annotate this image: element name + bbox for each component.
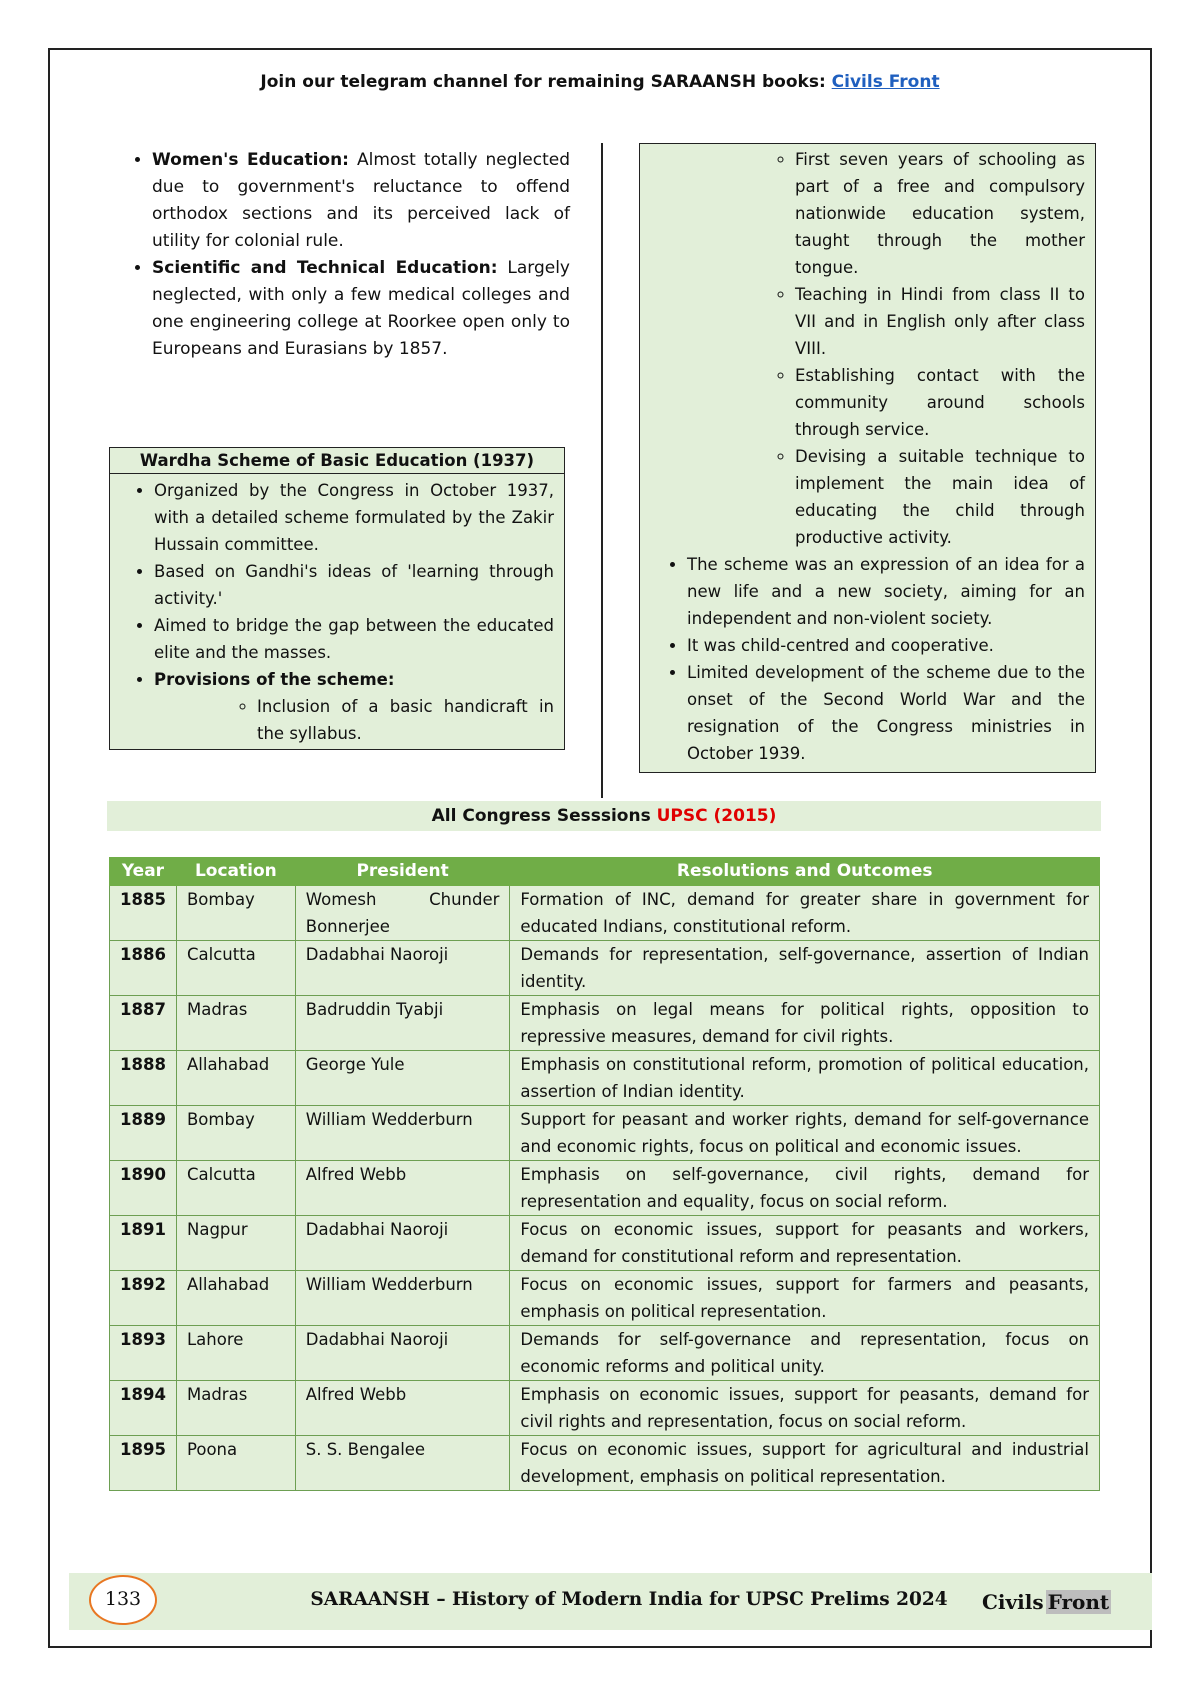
cell-year: 1889 — [110, 1106, 177, 1161]
table-row — [110, 1216, 1100, 1271]
scheme-notes-list — [640, 551, 1095, 767]
cell-president: Dadabhai Naoroji — [295, 941, 510, 996]
wardha-list — [110, 474, 564, 747]
page-number: 133 — [89, 1575, 157, 1625]
cell-year: 1888 — [110, 1051, 177, 1106]
cell-year: 1894 — [110, 1381, 177, 1436]
list-item — [154, 666, 554, 747]
table-row — [110, 1326, 1100, 1381]
cell-year: 1895 — [110, 1436, 177, 1491]
cell-president: George Yule — [295, 1051, 510, 1106]
wardha-continued-box — [639, 143, 1096, 773]
list-item: ◦ First seven years of schooling as part of a free and compulsory nationwide education system, taught through the mother tongue. — [795, 146, 1085, 281]
table-header-row — [110, 858, 1100, 886]
list-item: ◦ Inclusion of a basic handicraft in the syllabus. — [257, 693, 554, 747]
cell-resolutions: Demands for self-governance and representation, focus on economic reforms and political unity. — [510, 1326, 1100, 1381]
cell-location: Allahabad — [176, 1271, 295, 1326]
wardha-title: Wardha Scheme of Basic Education (1937) — [110, 448, 564, 474]
cell-location: Bombay — [176, 886, 295, 941]
sessions-title — [107, 801, 1101, 831]
civils-front-logo — [982, 1587, 1112, 1617]
page-footer — [69, 1573, 1152, 1630]
cell-location: Lahore — [176, 1326, 295, 1381]
table-row — [110, 1051, 1100, 1106]
table-row — [110, 886, 1100, 941]
cell-president: Womesh Chunder Bonnerjee — [295, 886, 510, 941]
wardha-box — [109, 447, 565, 750]
cell-president: William Wedderburn — [295, 1271, 510, 1326]
table-row — [110, 1106, 1100, 1161]
list-item — [152, 255, 570, 363]
education-bullets — [130, 147, 570, 363]
provisions-label: Provisions of the scheme: — [154, 670, 395, 689]
left-column — [130, 147, 570, 363]
cell-president: Badruddin Tyabji — [295, 996, 510, 1051]
list-item: ◦ Devising a suitable technique to implement the main idea of educating the child through productive activity. — [795, 443, 1085, 551]
column-divider — [601, 143, 603, 798]
cell-location: Calcutta — [176, 1161, 295, 1216]
table-row — [110, 941, 1100, 996]
cell-president: Dadabhai Naoroji — [295, 1326, 510, 1381]
congress-sessions-table — [109, 857, 1100, 1491]
cell-year: 1887 — [110, 996, 177, 1051]
cell-location: Madras — [176, 1381, 295, 1436]
cell-location: Madras — [176, 996, 295, 1051]
list-item — [152, 147, 570, 255]
logo-word: Civils — [982, 1590, 1044, 1614]
cell-resolutions: Emphasis on economic issues, support for peasants, demand for civil rights and representation, focus on social reform. — [510, 1381, 1100, 1436]
footer-title: SARAANSH – History of Modern India for UPSC Prelims 2024 — [310, 1589, 948, 1610]
cell-president: Alfred Webb — [295, 1381, 510, 1436]
cell-location: Nagpur — [176, 1216, 295, 1271]
list-item: • The scheme was an expression of an idea for a new life and a new society, aiming for an independent and non-violent society. — [687, 551, 1085, 632]
list-item: • Aimed to bridge the gap between the educated elite and the masses. — [154, 612, 554, 666]
cell-president: William Wedderburn — [295, 1106, 510, 1161]
cell-president: S. S. Bengalee — [295, 1436, 510, 1491]
table-row — [110, 1381, 1100, 1436]
cell-president: Dadabhai Naoroji — [295, 1216, 510, 1271]
cell-resolutions: Support for peasant and worker rights, demand for self-governance and economic rights, focus on political and economic issues. — [510, 1106, 1100, 1161]
header-text: Join our telegram channel for remaining SARAANSH books: — [260, 72, 832, 92]
provisions-sublist — [640, 144, 1095, 551]
bullet-text: Almost totally neglected due to government's reluctance to offend orthodox sections and its perceived lack of utility for colonial rule. — [152, 150, 570, 251]
cell-location: Allahabad — [176, 1051, 295, 1106]
cell-year: 1886 — [110, 941, 177, 996]
column-header-resolutions: Resolutions and Outcomes — [510, 858, 1100, 886]
cell-year: 1885 — [110, 886, 177, 941]
list-item: ◦ Teaching in Hindi from class II to VII and in English only after class VIII. — [795, 281, 1085, 362]
cell-resolutions: Focus on economic issues, support for farmers and peasants, emphasis on political representation. — [510, 1271, 1100, 1326]
cell-year: 1891 — [110, 1216, 177, 1271]
cell-year: 1892 — [110, 1271, 177, 1326]
table-row — [110, 1271, 1100, 1326]
cell-year: 1890 — [110, 1161, 177, 1216]
sessions-title-text: All Congress Sesssions — [431, 806, 657, 826]
cell-resolutions: Focus on economic issues, support for peasants and workers, demand for constitutional reform and representation. — [510, 1216, 1100, 1271]
cell-location: Bombay — [176, 1106, 295, 1161]
telegram-header — [48, 72, 1152, 92]
cell-location: Calcutta — [176, 941, 295, 996]
cell-resolutions: Emphasis on constitutional reform, promotion of political education, assertion of Indian identity. — [510, 1051, 1100, 1106]
cell-resolutions: Emphasis on self-governance, civil rights, demand for representation and equality, focus on social reform. — [510, 1161, 1100, 1216]
list-item: • Based on Gandhi's ideas of 'learning through activity.' — [154, 558, 554, 612]
column-header-location: Location — [176, 858, 295, 886]
column-header-year: Year — [110, 858, 177, 886]
list-item: • It was child-centred and cooperative. — [687, 632, 1085, 659]
cell-resolutions: Formation of INC, demand for greater share in government for educated Indians, constitutional reform. — [510, 886, 1100, 941]
bullet-heading: Women's Education: — [152, 150, 349, 170]
column-header-president: President — [295, 858, 510, 886]
upsc-tag: UPSC (2015) — [656, 806, 777, 826]
list-item: • Organized by the Congress in October 1937, with a detailed scheme formulated by the Zakir Hussain committee. — [154, 477, 554, 558]
cell-year: 1893 — [110, 1326, 177, 1381]
cell-president: Alfred Webb — [295, 1161, 510, 1216]
table-row — [110, 1161, 1100, 1216]
bullet-text: Largely neglected, with only a few medical colleges and one engineering college at Roorkee open only to Europeans and Eurasians by 1857. — [152, 258, 570, 359]
list-item: ◦ Establishing contact with the community around schools through service. — [795, 362, 1085, 443]
cell-resolutions: Demands for representation, self-governance, assertion of Indian identity. — [510, 941, 1100, 996]
list-item: • Limited development of the scheme due to the onset of the Second World War and the resignation of the Congress ministries in October 1939. — [687, 659, 1085, 767]
cell-resolutions: Focus on economic issues, support for agricultural and industrial development, emphasis on political representation. — [510, 1436, 1100, 1491]
table-row — [110, 996, 1100, 1051]
civils-front-link[interactable]: Civils Front — [831, 72, 940, 92]
table-row — [110, 1436, 1100, 1491]
cell-resolutions: Emphasis on legal means for political rights, opposition to repressive measures, demand for civil rights. — [510, 996, 1100, 1051]
logo-word: Front — [1047, 1590, 1110, 1614]
cell-location: Poona — [176, 1436, 295, 1491]
bullet-heading: Scientific and Technical Education: — [152, 258, 498, 278]
provisions-sublist — [154, 693, 554, 747]
